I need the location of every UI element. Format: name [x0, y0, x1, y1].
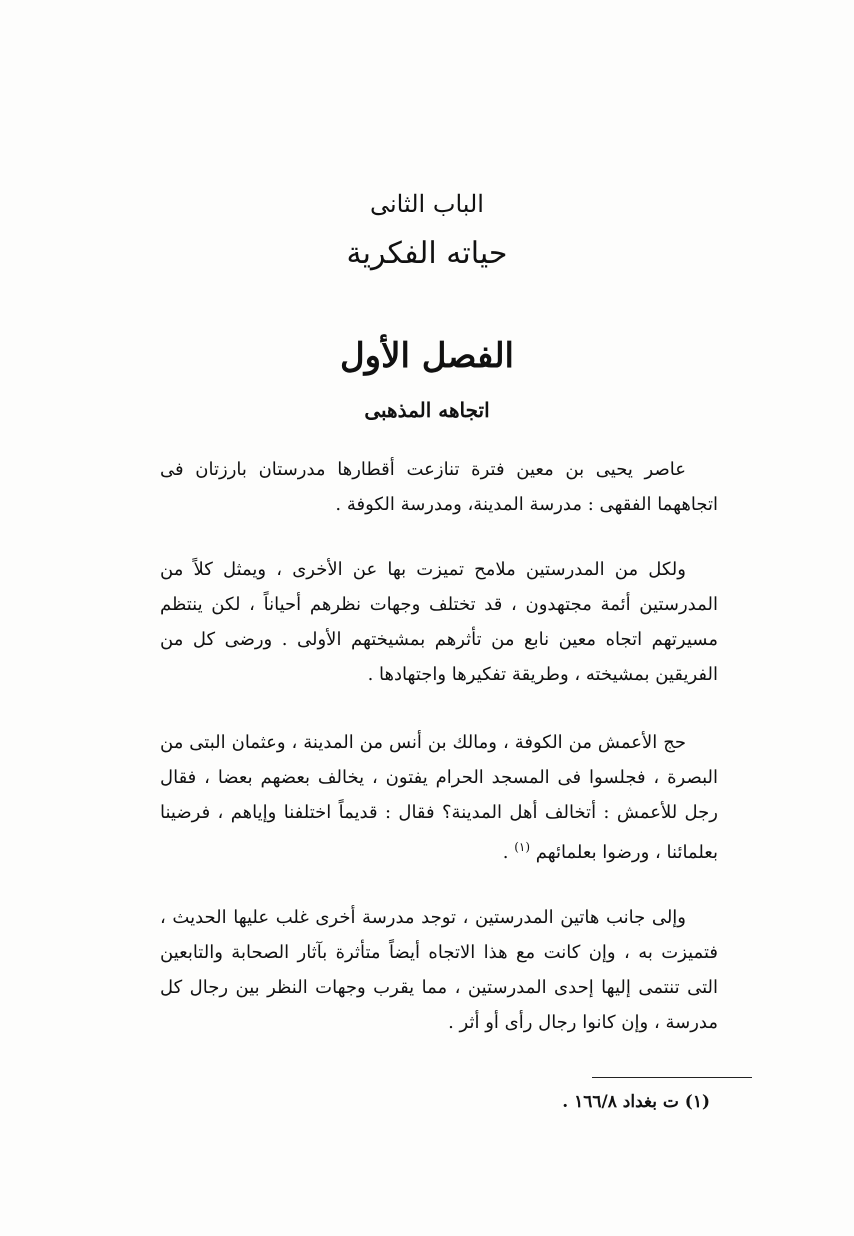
footnote-divider — [592, 1077, 752, 1078]
part-subtitle: حياته الفكرية — [346, 236, 508, 271]
paragraph-3-end: . — [502, 842, 509, 863]
footnote-reference-mark: (١) — [514, 840, 531, 854]
paragraph-1: عاصر يحيى بن معين فترة تنازعت أقطارها مدرستان بارزتان فى اتجاههما الفقهى : مدرسة المدينة، ومدرسة الكوفة . — [160, 459, 718, 515]
chapter-title: الفصل الأول — [339, 336, 515, 376]
part-title: الباب الثانى — [370, 190, 484, 218]
paragraph-3-text: حج الأعمش من الكوفة ، ومالك بن أنس من المدينة ، وعثمان البتى من البصرة ، فجلسوا فى المسجد الحرام يفتون ، يخالف بعضهم بعضا ، فقال رجل للأعمش : أتخالف أهل المدينة؟ فقال : قديماً اختلفنا وإياهم ، فرضينا بعلمائنا ، ورضوا بعلمائهم — [160, 732, 718, 863]
paragraph-3 — [160, 725, 718, 870]
paragraph-4: وإلى جانب هاتين المدرستين ، توجد مدرسة أخرى غلب عليها الحديث ، فتميزت به ، وإن كانت مع هذا الاتجاه أيضاً متأثرة بآثار الصحابة والتابعين التى تنتمى إليها إحدى المدرستين ، مما يقرب وجهات النظر بين رجال كل مدرسة ، وإن كانوا رجال رأى أو أثر . — [160, 907, 718, 1033]
section-title: اتجاهه المذهبى — [364, 398, 490, 422]
paragraph-2: ولكل من المدرستين ملامح تميزت بها عن الأخرى ، ويمثل كلاً من المدرستين أئمة مجتهدون ، قد تختلف وجهات نظرهم أحياناً ، لكن ينتظم مسيرتهم اتجاه معين نابع من تأثرهم بمشيختهم الأولى . ورضى كل من الفريقين بمشيخته ، وطريقة تفكيرها واجتهادها . — [160, 559, 718, 685]
footnote: (١) ت بغداد ١٦٦/٨ . — [562, 1092, 710, 1112]
